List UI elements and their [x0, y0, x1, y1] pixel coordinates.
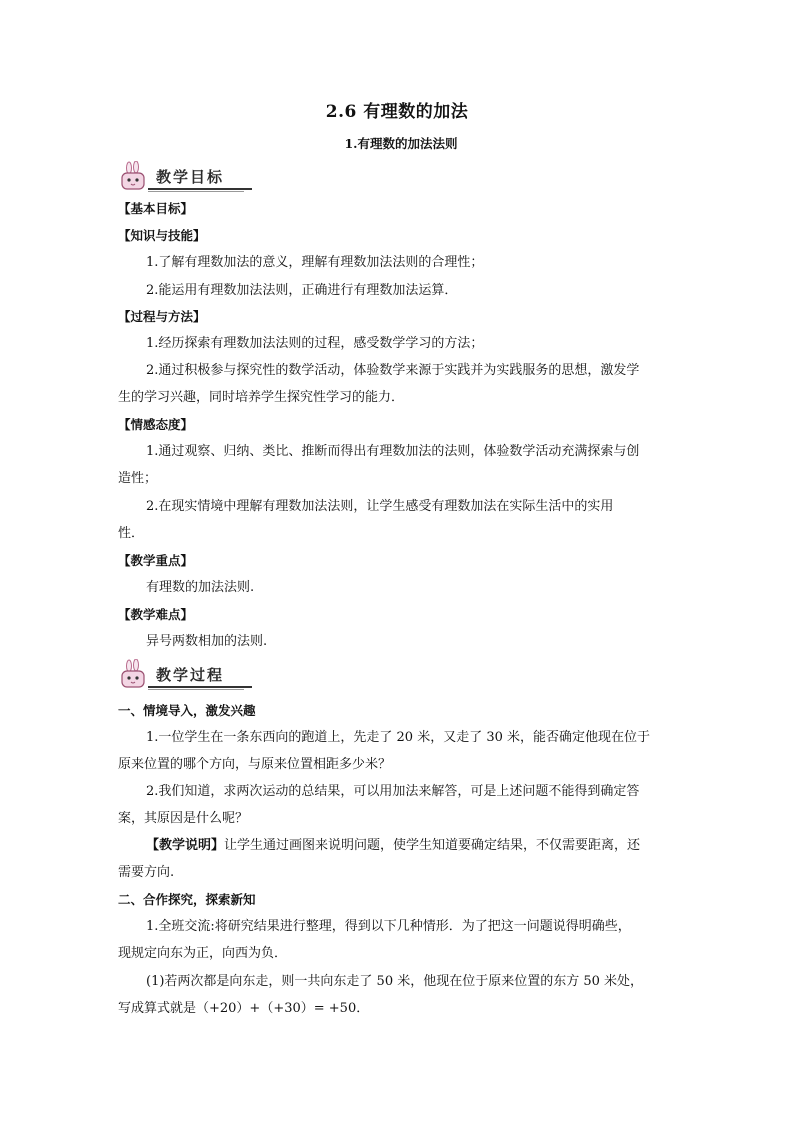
section-1-para-2-line-1: 2.我们知道，求两次运动的总结果，可以用加法来解答，可是上述问题不能得到确定答: [146, 784, 640, 799]
banner-underline-thin: [148, 191, 244, 192]
teaching-goals-banner: [118, 161, 248, 193]
teaching-note-text: 让学生通过画图来说明问题，使学生知道要确定结果，不仅需要距离，还: [224, 838, 641, 853]
basic-goals-heading: 【基本目标】: [118, 201, 194, 216]
banner-underline-thin: [148, 689, 244, 690]
attitude-item-1-line-1: 1.通过观察、归纳、类比、推断而得出有理数加法的法则，体验数学活动充满探索与创: [146, 444, 640, 459]
page-title: 2.6 有理数的加法: [325, 102, 469, 122]
attitude-item-2-line-2: 性．: [118, 526, 145, 541]
section-1-para-2-line-2: 案，其原因是什么呢？: [118, 811, 249, 826]
section-2-para-2-line-2: 写成算式就是（+20）+（+30）= +50．: [118, 1001, 370, 1016]
attitude-heading: 【情感态度】: [118, 417, 194, 432]
process-item-2-line-2: 生的学习兴趣，同时培养学生探究性学习的能力．: [118, 390, 405, 405]
banner-underline: [148, 188, 252, 190]
process-item-1: 1.经历探索有理数加法法则的过程，感受数学学习的方法；: [146, 336, 484, 351]
rabbit-mascot-icon: [118, 161, 150, 193]
key-points-heading: 【教学重点】: [118, 553, 194, 568]
knowledge-item-2: 2.能运用有理数加法法则，正确进行有理数加法运算．: [146, 283, 458, 298]
attitude-item-2-line-1: 2.在现实情境中理解有理数加法法则，让学生感受有理数加法在实际生活中的实用: [146, 499, 614, 514]
key-points-text: 有理数的加法法则.: [146, 580, 255, 595]
section-1-para-1-line-2: 原来位置的哪个方向，与原来位置相距多少米？: [118, 757, 392, 772]
difficulty-text: 异号两数相加的法则.: [146, 634, 268, 649]
banner-underline: [148, 686, 252, 688]
teaching-process-label: 教学过程: [156, 666, 225, 684]
difficulty-heading: 【教学难点】: [118, 607, 194, 622]
section-2-para-1-line-2: 现规定向东为正，向西为负．: [118, 946, 288, 961]
section-2-para-1-line-1: 1.全班交流:将研究结果进行整理，得到以下几种情形．为了把这一问题说得明确些，: [146, 919, 631, 934]
knowledge-heading: 【知识与技能】: [118, 228, 206, 243]
section-1-para-1-line-1: 1.一位学生在一条东西向的跑道上，先走了 20 米，又走了 30 米，能否确定他现在位于: [146, 730, 651, 745]
process-heading: 【过程与方法】: [118, 309, 206, 324]
section-2-para-2-line-1: (1)若两次都是向东走，则一共向东走了 50 米，他现在位于原来位置的东方 50 米处，: [146, 974, 644, 989]
teaching-note-label: 【教学说明】: [146, 838, 225, 853]
teaching-process-banner: [118, 659, 248, 691]
section-1-heading: 一、情境导入，激发兴趣: [118, 703, 256, 718]
teaching-goals-label: 教学目标: [156, 168, 225, 186]
section-1-note-line-2: 需要方向.: [118, 865, 175, 880]
section-2-heading: 二、合作探究，探索新知: [118, 892, 256, 907]
rabbit-mascot-icon: [118, 659, 150, 691]
process-item-2-line-1: 2.通过积极参与探究性的数学活动，体验数学来源于实践并为实践服务的思想，激发学: [146, 363, 640, 378]
attitude-item-1-line-2: 造性；: [118, 471, 158, 486]
section-1-note-line-1: [146, 837, 678, 855]
knowledge-item-1: 1.了解有理数加法的意义，理解有理数加法法则的合理性；: [146, 255, 484, 270]
page-subtitle: 1.有理数的加法法则: [344, 136, 458, 151]
